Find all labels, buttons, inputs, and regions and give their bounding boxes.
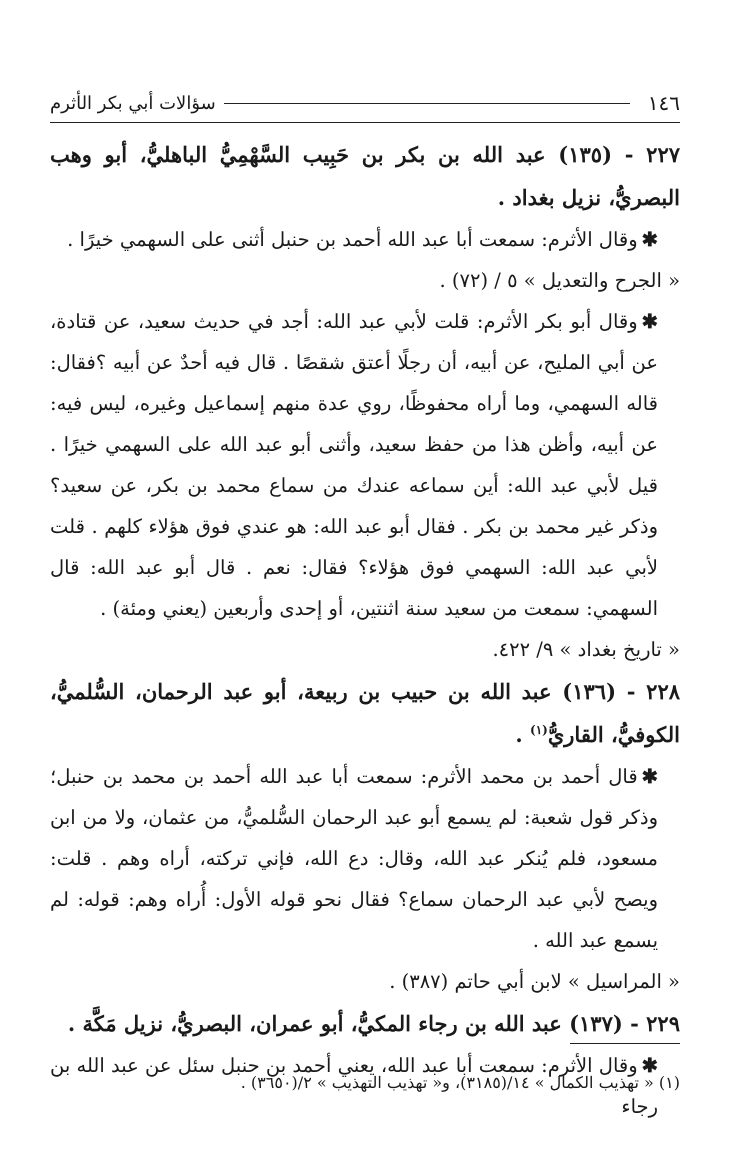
entry-heading-227: ٢٢٧ - (١٣٥) عبد الله بن بكر بن حَبِيب السَّهْمِيُّ الباهليُّ، أبو وهب البصريُّ، نزيل بغداد .: [50, 142, 681, 210]
footnote: (١) « تهذيب الكمال » ١٤/(٣١٨٥)، و« تهذيب التهذيب » ٢/(٣٦٥٠) .: [240, 1073, 680, 1092]
entry-228-heading-end: .: [515, 722, 531, 747]
entry-229-text-1: وقال الأثرم: سمعت أبا عبد الله، يعني أحمد بن حنبل سئل عن عبد الله بن رجاء: [50, 1054, 658, 1118]
entry-227-source-2: « تاريخ بغداد » ٩/ ٤٢٢.: [492, 638, 680, 661]
asterisk-icon: ✱: [641, 765, 658, 788]
entry-227-quote-2: [50, 301, 680, 629]
running-header: [50, 88, 680, 123]
page-content: [50, 133, 680, 1127]
book-page: [50, 88, 680, 1136]
footnote-ref[interactable]: (١): [530, 723, 548, 737]
asterisk-icon: ✱: [641, 1054, 658, 1077]
entry-heading-229: ٢٢٩ - (١٣٧) عبد الله بن رجاء المكيُّ، أبو عمران، البصريُّ، نزيل مَكَّة .: [67, 1011, 680, 1036]
entry-heading-228: [50, 670, 680, 756]
page-number: ١٤٦: [647, 91, 680, 115]
footnote-rule: [570, 1043, 680, 1044]
entry-227-quote: [50, 219, 680, 260]
entry-228-quote: [50, 756, 680, 961]
entry-227-source: « الجرح والتعديل » ٥ / (٧٢) .: [439, 269, 680, 292]
entry-228-heading-text: ٢٢٨ - (١٣٦) عبد الله بن حبيب بن ربيعة، أبو عبد الرحمان، السُّلميُّ، الكوفيُّ، القاريُّ: [50, 679, 681, 747]
asterisk-icon: ✱: [641, 310, 658, 333]
entry-228-source: « المراسيل » لابن أبي حاتم (٣٨٧) .: [389, 970, 680, 993]
header-rule: [224, 103, 630, 104]
entry-227-text-2: وقال أبو بكر الأثرم: قلت لأبي عبد الله: أجد في حديث سعيد، عن قتادة، عن أبي المليح، عن أبيه، أن رجلًا أعتق شقصًا . قال فيه أحدٌ عن أبيه ؟فقال: قاله السهمي، وما أراه محفوظًا، روي عدة منهم إسماعيل وغيره، ليس فيه: عن أبيه، وأظن هذا من حفظ سعيد، وأثنى أبو عبد الله على السهمي خيرًا . قيل لأبي عبد الله: أين سماعه عندك من سماع محمد بن بكر، عن سعيد؟ وذكر غير محمد بن بكر . فقال أبو عبد الله: هو عندي فوق هؤلاء كلهم . قلت لأبي عبد الله: السهمي فوق هؤلاء؟ فقال: نعم . قال أبو عبد الله: قال السهمي: سمعت من سعيد سنة اثنتين، أو إحدى وأربعين (يعني ومئة) .: [50, 310, 658, 620]
running-title: سؤالات أبي بكر الأثرم: [50, 92, 216, 114]
entry-227-text-1: وقال الأثرم: سمعت أبا عبد الله أحمد بن حنبل أثنى على السهمي خيرًا .: [67, 228, 638, 251]
asterisk-icon: ✱: [641, 228, 658, 251]
entry-228-text-1: قال أحمد بن محمد الأثرم: سمعت أبا عبد الله أحمد بن محمد بن حنبل؛ وذكر قول شعبة: لم يسمع أبو عبد الرحمان السُّلميُّ، من عثمان، ولا من ابن مسعود، فلم يُنكر عبد الله، وقال: دع الله، فإني تركته، أراه وهم . قلت: ويصح لأبي عبد الرحمان سماع؟ فقال نحو قوله الأول: أُراه وهم: قوله: لم يسمع عبد الله .: [50, 765, 658, 952]
